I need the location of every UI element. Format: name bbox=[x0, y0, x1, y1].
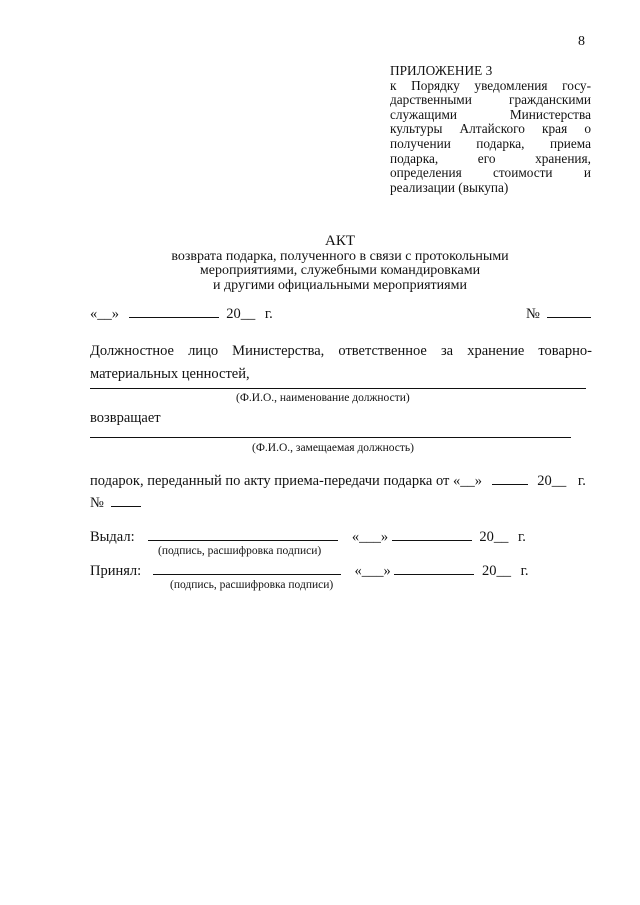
official-line-1: Должностное лицо Министерства, ответственное за хранение товарно- bbox=[90, 343, 592, 359]
received-label: Принял: bbox=[90, 563, 142, 579]
official-line-2: материальных ценностей, bbox=[90, 366, 250, 382]
appendix-line: подарка, его хранения, bbox=[390, 150, 591, 166]
official-name-caption: (Ф.И.О., наименование должности) bbox=[236, 392, 410, 404]
gift-year-suffix: г. bbox=[577, 473, 586, 489]
issued-year-suffix: г. bbox=[518, 529, 526, 545]
gift-row bbox=[90, 473, 586, 490]
received-year: 20__ bbox=[481, 563, 511, 579]
recipient-name-caption: (Ф.И.О., замещаемая должность) bbox=[252, 442, 414, 454]
document-title: АКТ bbox=[325, 233, 355, 249]
act-date-row bbox=[90, 306, 273, 323]
document-subtitle-line: и другими официальными мероприятиями bbox=[213, 277, 467, 293]
appendix-heading: ПРИЛОЖЕНИЕ 3 bbox=[390, 63, 493, 78]
appendix-line: получении подарка, приема bbox=[390, 135, 591, 151]
issued-day[interactable]: «___» bbox=[351, 529, 389, 545]
date-day-field[interactable]: «__» bbox=[90, 306, 119, 322]
gift-number-label: № bbox=[90, 495, 104, 511]
received-year-suffix: г. bbox=[520, 563, 529, 579]
returns-label: возвращает bbox=[90, 410, 161, 426]
document-subtitle-line: возврата подарка, полученного в связи с протокольными bbox=[171, 248, 509, 264]
official-name-line[interactable] bbox=[90, 388, 586, 389]
issued-month-blank[interactable] bbox=[392, 539, 472, 541]
gift-month-blank[interactable] bbox=[492, 483, 528, 485]
date-year-suffix: г. bbox=[264, 306, 273, 322]
received-month-blank[interactable] bbox=[394, 573, 474, 575]
issued-label: Выдал: bbox=[90, 529, 135, 545]
document-subtitle-line: мероприятиями, служебными командировками bbox=[199, 263, 481, 278]
appendix-line: к Порядку уведомления госу- bbox=[390, 77, 591, 93]
gift-number-blank[interactable] bbox=[111, 505, 141, 507]
official-paragraph bbox=[90, 340, 592, 386]
document-title-block bbox=[120, 234, 560, 293]
received-row bbox=[90, 563, 529, 580]
recipient-name-line[interactable] bbox=[90, 437, 571, 438]
issued-signature-caption: (подпись, расшифровка подписи) bbox=[158, 545, 322, 557]
date-month-blank[interactable] bbox=[129, 316, 219, 318]
issued-year: 20__ bbox=[479, 529, 509, 545]
issued-signature-line[interactable] bbox=[148, 539, 338, 541]
appendix-line: реализации (выкупа) bbox=[390, 179, 509, 195]
received-signature-line[interactable] bbox=[153, 573, 341, 575]
received-day[interactable]: «___» bbox=[354, 563, 391, 579]
date-year: 20__ bbox=[226, 306, 256, 322]
gift-text: подарок, переданный по акту приема-передачи подарка от «__» bbox=[90, 473, 483, 489]
appendix-block bbox=[390, 64, 591, 195]
appendix-line: культуры Алтайского края о bbox=[390, 121, 591, 137]
act-number-blank[interactable] bbox=[547, 316, 591, 318]
gift-year: 20__ bbox=[537, 473, 567, 489]
gift-number-row bbox=[90, 495, 141, 512]
page-number: 8 bbox=[578, 34, 585, 49]
act-number-label: № bbox=[526, 306, 540, 322]
act-number-row bbox=[526, 306, 591, 323]
appendix-line: дарственными гражданскими bbox=[390, 92, 591, 108]
received-signature-caption: (подпись, расшифровка подписи) bbox=[170, 579, 334, 591]
appendix-line: определения стоимости и bbox=[390, 165, 591, 181]
issued-row bbox=[90, 529, 526, 546]
appendix-line: служащими Министерства bbox=[390, 106, 591, 122]
